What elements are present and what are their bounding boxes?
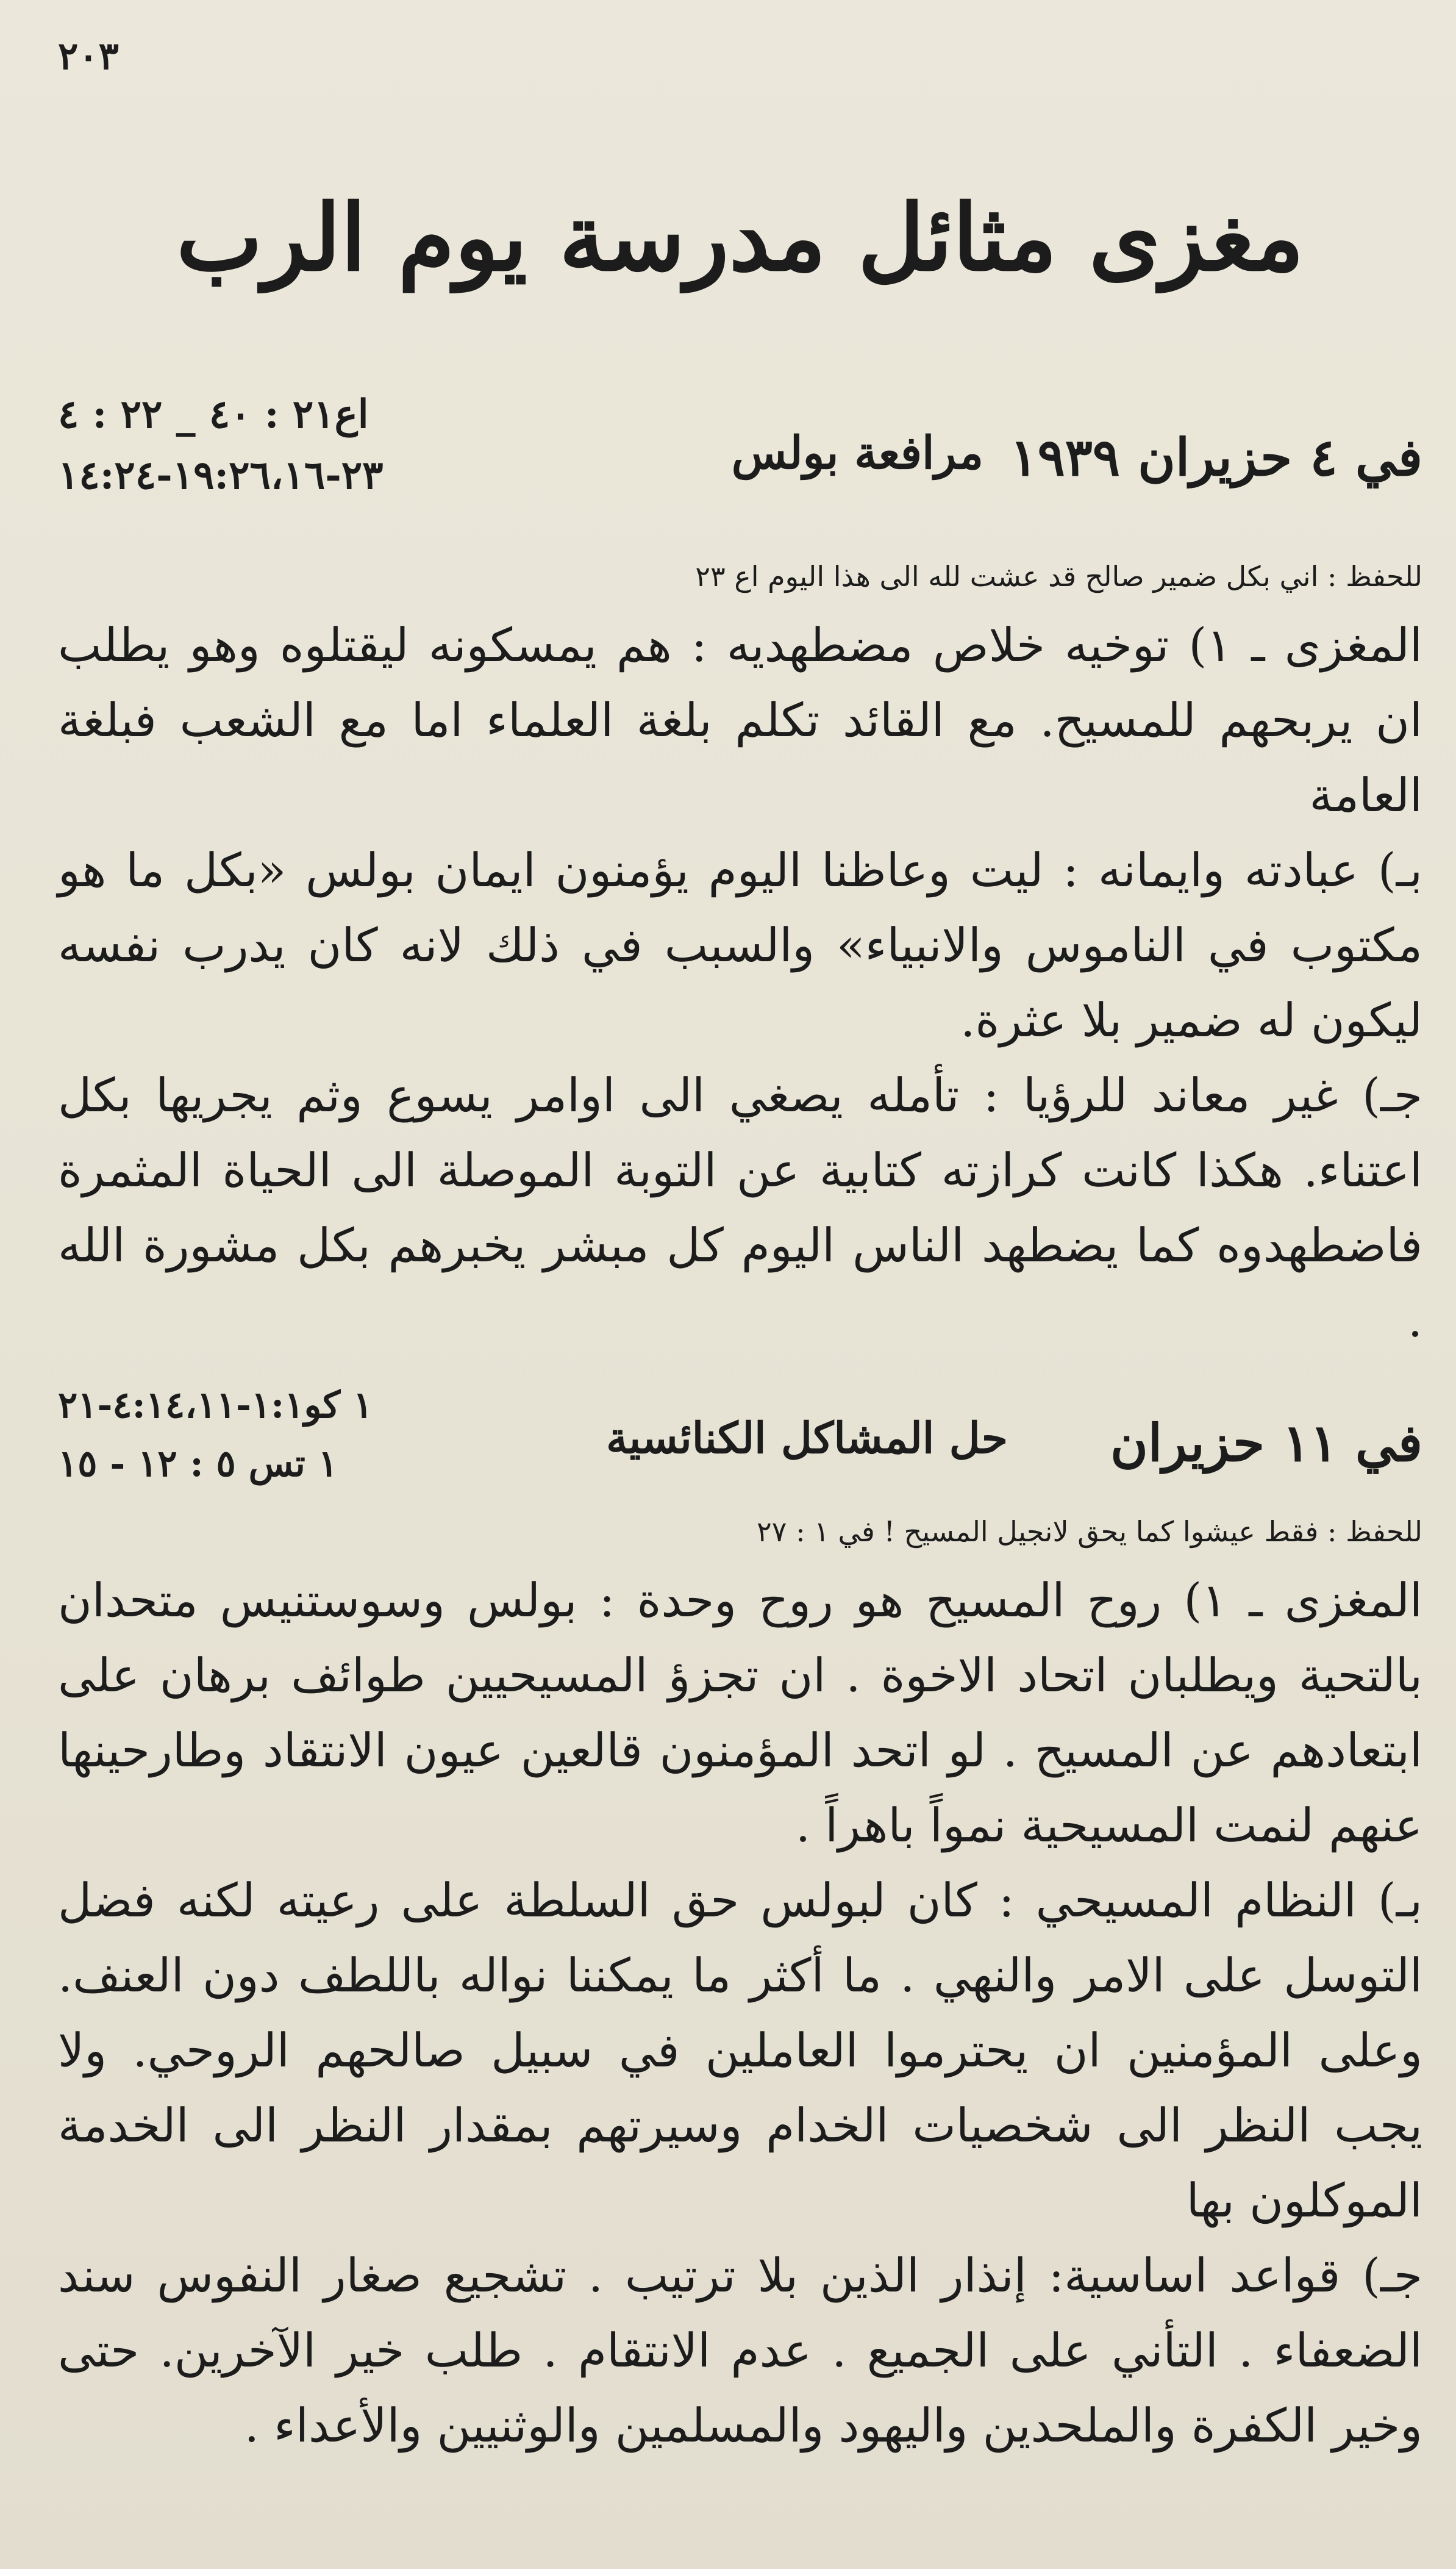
lesson-header-2 — [58, 1376, 1422, 1510]
lesson-paragraph: بـ) عبادته وايمانه : ليت وعاظنا اليوم يؤمنون ايمان بولس «بكل ما هو مكتوب في الناموس والانبياء» والسبب في ذلك لانه كان يدرب نفسه ليكون له ضمير بلا عثرة. — [58, 843, 1422, 1047]
lesson-paragraph: جـ) قواعد اساسية: إنذار الذين بلا ترتيب . تشجيع صغار النفوس سند الضعفاء . التأني على الجميع . عدم الانتقام . طلب خير الآخرين. حتى وخير الكفرة والملحدين واليهود والمسلمين والوثنيين والأعداء . — [58, 2248, 1422, 2453]
lesson-topic: حل المشاكل الكنائسية — [606, 1413, 1008, 1463]
reference-line: ١ كو١:١-٤:١٤،١١-٢١ — [58, 1384, 373, 1427]
lesson-date: في ١١ حزيران — [1110, 1413, 1422, 1473]
lesson-topic: مرافعة بولس — [731, 427, 983, 479]
scripture-references — [58, 384, 384, 506]
lesson-paragraph: بـ) النظام المسيحي : كان لبولس حق السلطة على رعيته لكنه فضل التوسل على الامر والنهي . ما أكثر ما يمكننا نواله باللطف دون العنف. وعلى المؤمنين ان يحترموا العاملين في سبيل صالحهم الروحي. ولا يجب النظر الى شخصيات الخدام وسيرتهم بمقدار النظر الى الخدمة الموكلون بها — [58, 1873, 1422, 2227]
page-number: ٢٠٣ — [58, 34, 119, 78]
scripture-references — [58, 1376, 373, 1493]
lesson-date: في ٤ حزيران ١٩٣٩ — [1010, 427, 1422, 487]
memory-verse: للحفظ : اني بكل ضمير صالح قد عشت لله الى هذا اليوم اع ٢٣ — [695, 560, 1422, 593]
reference-line: ١ تس ٥ : ١٢ - ١٥ — [58, 1442, 338, 1485]
reference-line: ٢٣-١٩:٢٦،١٦-١٤:٢٤ — [58, 453, 384, 498]
lesson-header-1 — [58, 384, 1422, 537]
page-title: مغزى مثائل مدرسة يوم الرب — [176, 184, 1304, 292]
lesson-paragraph: جـ) غير معاند للرؤيا : تأمله يصغي الى اوامر يسوع وثم يجريها بكل اعتناء. هكذا كانت كرازته كتابية عن التوبة الموصلة الى الحياة المثمرة فاضطهدوه كما يضطهد الناس اليوم كل مبشر يخبرهم بكل مشورة الله . — [58, 1068, 1422, 1347]
reference-line: اع٢١ : ٤٠ _ ٢٢ : ٤ — [58, 392, 369, 437]
memory-verse: للحفظ : فقط عيشوا كما يحق لانجيل المسيح ! في ١ : ٢٧ — [757, 1515, 1422, 1548]
lesson-paragraph: المغزى ـ ١) روح المسيح هو روح وحدة : بولس وسوستنيس متحدان بالتحية ويطلبان اتحاد الاخوة . ان تجزؤ المسيحيين طوائف برهان على ابتعادهم عن المسيح . لو اتحد المؤمنون قالعين عيون الانتقاد وطارحينها عنهم لنمت المسيحية نمواً باهراً . — [58, 1573, 1423, 1852]
lesson-paragraph: المغزى ـ ١) توخيه خلاص مضطهديه : هم يمسكونه ليقتلوه وهو يطلب ان يربحهم للمسيح. مع القائد تكلم بلغة العلماء اما مع الشعب فبلغة العامة — [58, 618, 1422, 822]
